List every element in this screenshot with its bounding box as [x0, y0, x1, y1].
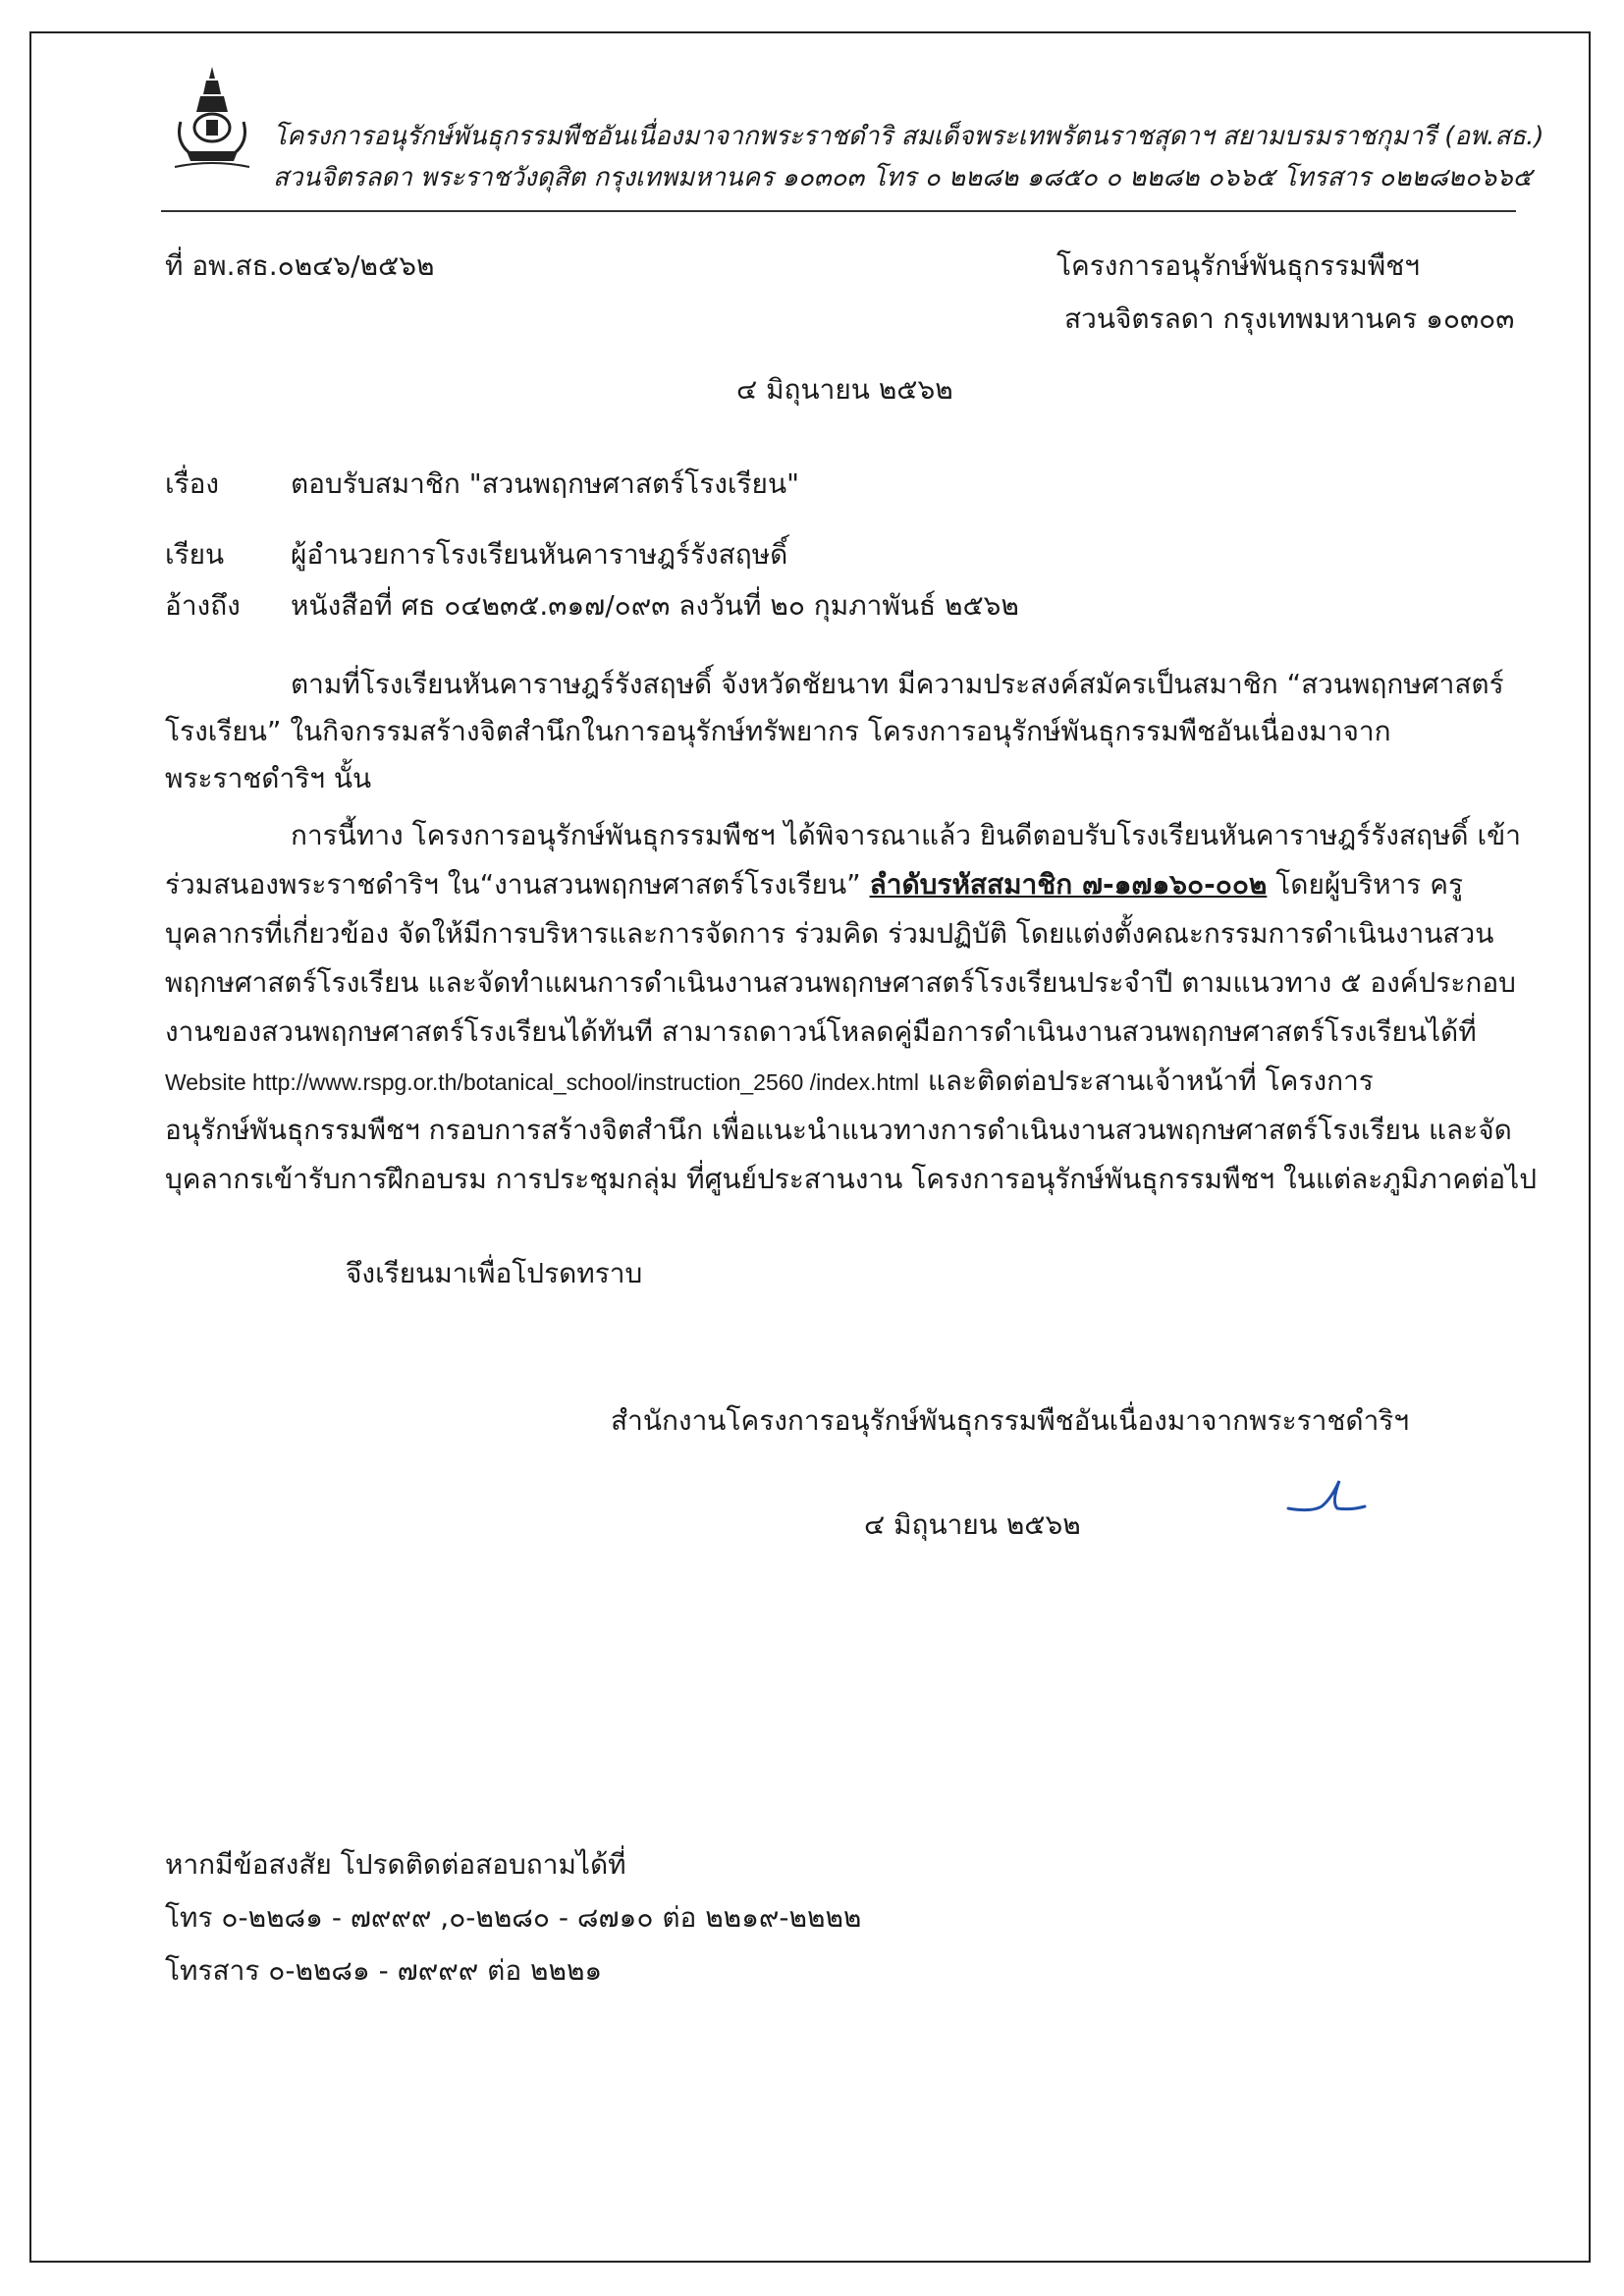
para2-text: โดยผู้บริหาร ครู [1267, 868, 1463, 901]
header-org-line: โครงการอนุรักษ์พันธุกรรมพืชอันเนื่องมาจากพระราชดำริ สมเด็จพระเทพรัตนราชสุดาฯ สยามบรมราชกุมารี (อพ.สธ.) [273, 122, 1544, 151]
signature-date: ๔ มิถุนายน ๒๕๖๒ [864, 1508, 1081, 1541]
handwritten-signature [1282, 1463, 1371, 1522]
contact-fax: โทรสาร ๐-๒๒๘๑ - ๗๙๙๙ ต่อ ๒๒๒๑ [165, 1954, 603, 1987]
reference-number: ที่ อพ.สธ.๐๒๔๖/๒๕๖๒ [165, 249, 435, 282]
para2-line: อนุรักษ์พันธุกรรมพืชฯ กรอบการสร้างจิตสำนึก เพื่อแนะนำแนวทางการดำเนินงานสวนพฤกษศาสตร์โรงเรียน และจัด [165, 1114, 1512, 1146]
website-url: Website http://www.rspg.or.th/botanical_school/instruction_2560 /index.html [165, 1069, 919, 1095]
sender-line-1: โครงการอนุรักษ์พันธุกรรมพืชฯ [1056, 249, 1420, 282]
member-code: ลำดับรหัสสมาชิก ๗-๑๗๑๖๐-๐๐๒ [869, 868, 1268, 901]
para2-text: ร่วมสนองพระราชดำริฯ ใน“งานสวนพฤกษศาสตร์โรงเรียน” [165, 868, 870, 901]
to-text: ผู้อำนวยการโรงเรียนหันคาราษฎร์รังสฤษดิ์ [291, 538, 788, 571]
para1-line: พระราชดำริฯ นั้น [165, 762, 372, 794]
to-label: เรียน [165, 538, 225, 571]
para2-line: บุคลากรเข้ารับการฝึกอบรม การประชุมกลุ่ม ที่ศูนย์ประสานงาน โครงการอนุรักษ์พันธุกรรมพืชฯ ในแต่ละภูมิภาคต่อไป [165, 1163, 1537, 1195]
closing-text: จึงเรียนมาเพื่อโปรดทราบ [346, 1257, 643, 1289]
signatory: สำนักงานโครงการอนุรักษ์พันธุกรรมพืชอันเนื่องมาจากพระราชดำริฯ [611, 1404, 1410, 1437]
para1-line: โรงเรียน” ในกิจกรรมสร้างจิตสำนึกในการอนุรักษ์ทรัพยากร โครงการอนุรักษ์พันธุกรรมพืชอันเนื่องมาจาก [165, 715, 1391, 747]
royal-emblem-icon [167, 65, 257, 171]
subject-text: ตอบรับสมาชิก "สวนพฤกษศาสตร์โรงเรียน" [291, 467, 799, 500]
para1-line: ตามที่โรงเรียนหันคาราษฎร์รังสฤษดิ์ จังหวัดชัยนาท มีความประสงค์สมัครเป็นสมาชิก “สวนพฤกษศาสตร์ [291, 668, 1504, 700]
para2-line [165, 1065, 1374, 1098]
para2-line [165, 868, 1463, 902]
para2-text: และติดต่อประสานเจ้าหน้าที่ โครงการ [918, 1065, 1374, 1097]
contact-intro: หากมีข้อสงสัย โปรดติดต่อสอบถามได้ที่ [165, 1848, 626, 1881]
para2-line: งานของสวนพฤกษศาสตร์โรงเรียนได้ทันที สามารถดาวน์โหลดคู่มือการดำเนินงานสวนพฤกษศาสตร์โรงเรียนได้ที่ [165, 1015, 1477, 1048]
sender-line-2: สวนจิตรลดา กรุงเทพมหานคร ๑๐๓๐๓ [1064, 302, 1515, 335]
reference-label: อ้างถึง [165, 589, 241, 622]
para2-line: บุคลากรที่เกี่ยวข้อง จัดให้มีการบริหารและการจัดการ ร่วมคิด ร่วมปฏิบัติ โดยแต่งตั้งคณะกรรมการดำเนินงานสวน [165, 917, 1494, 950]
reference-text: หนังสือที่ ศธ ๐๔๒๓๕.๓๑๗/๐๙๓ ลงวันที่ ๒๐ กุมภาพันธ์ ๒๕๖๒ [291, 589, 1019, 622]
header-divider [161, 210, 1516, 212]
para2-line: พฤกษศาสตร์โรงเรียน และจัดทำแผนการดำเนินงานสวนพฤกษศาสตร์โรงเรียนประจำปี ตามแนวทาง ๕ องค์ประกอบ [165, 966, 1516, 999]
header-address-line: สวนจิตรลดา พระราชวังดุสิต กรุงเทพมหานคร ๑๐๓๐๓ โทร ๐ ๒๒๘๒ ๑๘๕๐ ๐ ๒๒๘๒ ๐๖๖๕ โทรสาร ๐๒๒๘๒๐๖๖๕ [273, 163, 1533, 192]
contact-phone: โทร ๐-๒๒๘๑ - ๗๙๙๙ ,๐-๒๒๘๐ - ๘๗๑๐ ต่อ ๒๒๑๙-๒๒๒๒ [165, 1901, 862, 1934]
para2-line: การนี้ทาง โครงการอนุรักษ์พันธุกรรมพืชฯ ได้พิจารณาแล้ว ยินดีตอบรับโรงเรียนหันคาราษฎร์รังสฤษดิ์ เข้า [291, 819, 1521, 851]
subject-label: เรื่อง [165, 467, 220, 500]
letter-date: ๔ มิถุนายน ๒๕๖๒ [736, 373, 953, 406]
